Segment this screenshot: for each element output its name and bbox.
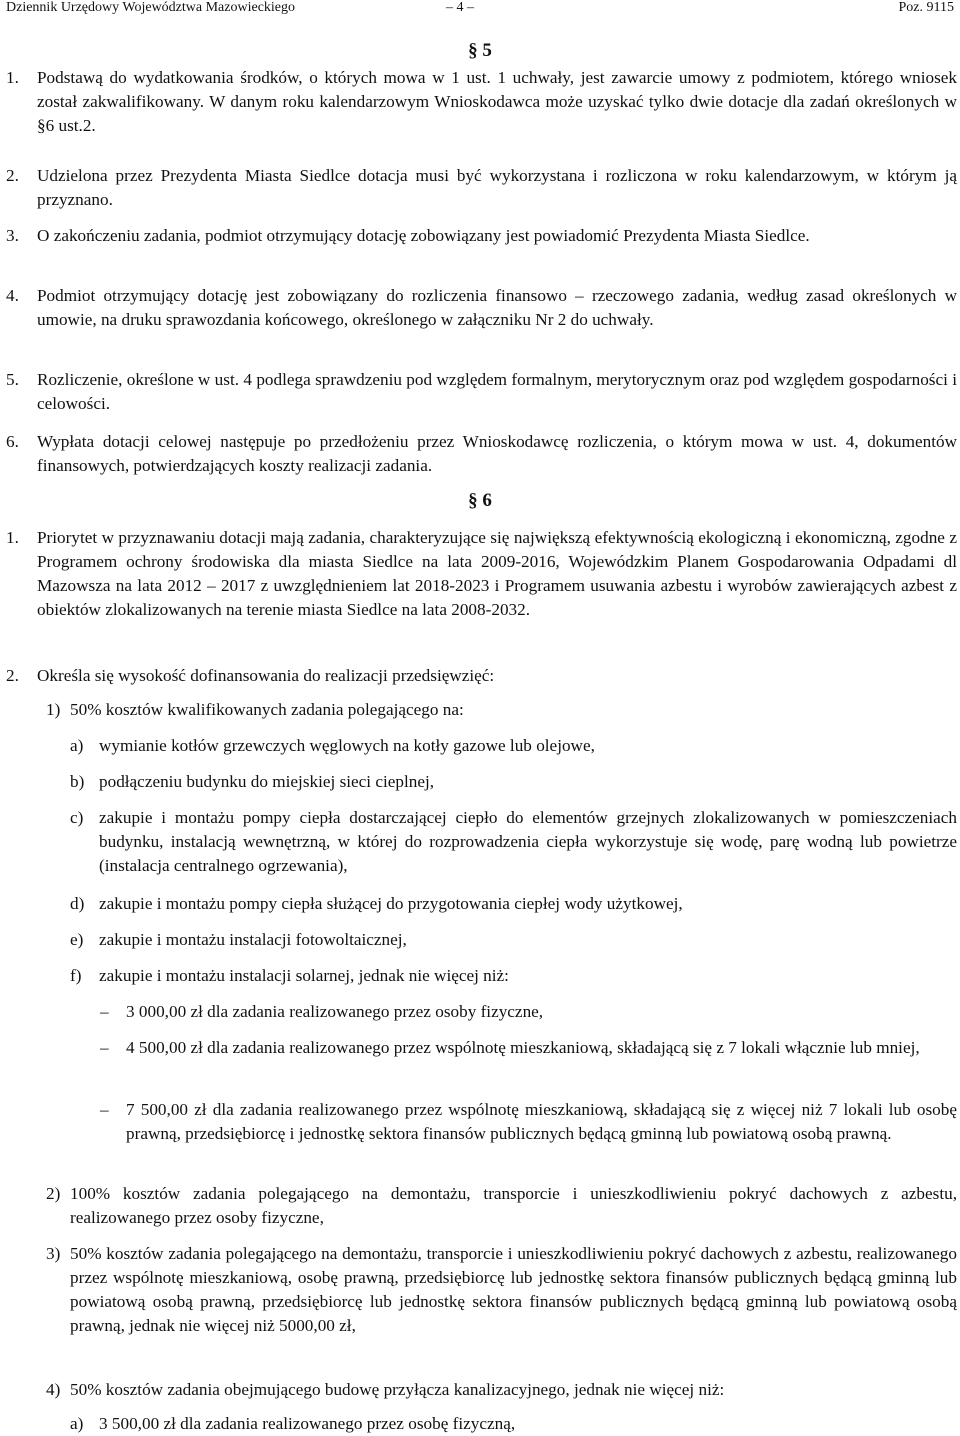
item-number: 2. <box>6 666 19 685</box>
dash-marker: – <box>100 1100 109 1119</box>
section-6-heading: § 6 <box>468 490 492 511</box>
item-letter: e) <box>70 930 84 949</box>
list-item: zakupie i montażu pompy ciepła służącej do przygotowania ciepłej wody użytkowej, <box>99 894 683 913</box>
dash-marker: – <box>100 1038 109 1057</box>
list-item: podłączeniu budynku do miejskiej sieci cieplnej, <box>99 772 435 791</box>
dash-marker: – <box>100 1002 109 1021</box>
item-number: 2. <box>6 166 19 185</box>
paragraph: O zakończeniu zadania, podmiot otrzymujący dotację zobowiązany jest powiadomić Prezydenta Miasta Siedlce. <box>37 226 810 245</box>
item-letter: d) <box>70 894 85 913</box>
list-item: zakupie i montażu instalacji fotowoltaicznej, <box>99 930 407 949</box>
position-number: Poz. 9115 <box>898 0 954 15</box>
journal-title: Dziennik Urzędowy Województwa Mazowieckiego <box>6 0 296 15</box>
item-number: 5. <box>6 370 19 389</box>
paragraph: 50% kosztów kwalifikowanych zadania polegającego na: <box>70 700 464 719</box>
item-number: 1. <box>6 528 19 547</box>
item-letter: a) <box>70 736 84 755</box>
item-letter: c) <box>70 808 84 827</box>
paragraph: 100% kosztów zadania polegającego na demontażu, transporcie i unieszkodliwieniu pokryć dachowych z azbestu, realizowanego przez osoby fizyczne, <box>70 1184 957 1227</box>
item-number: 1. <box>6 68 19 87</box>
paragraph: Udzielona przez Prezydenta Miasta Siedlce dotacja musi być wykorzystana i rozliczona w roku kalendarzowym, w którym ją przyznano. <box>37 166 957 209</box>
dash-item: 7 500,00 zł dla zadania realizowanego przez wspólnotę mieszkaniową, składającą się z więcej niż 7 lokali lub osobę prawną, przedsiębiorcę i jednostkę sektora finansów publicznych będącą gminną lub powiatową osobą prawną. <box>126 1100 957 1143</box>
item-number: 4. <box>6 286 19 305</box>
item-letter: a) <box>70 1414 84 1433</box>
page-header <box>6 0 954 18</box>
item-number: 6. <box>6 432 19 451</box>
section-5-heading: § 5 <box>468 40 492 61</box>
item-number: 1) <box>46 700 61 719</box>
page-number: – 4 – <box>446 0 474 15</box>
paragraph: Wypłata dotacji celowej następuje po przedłożeniu przez Wnioskodawcę rozliczenia, o którym mowa w ust. 4, dokumentów finansowych, potwierdzających koszty realizacji zadania. <box>37 432 957 475</box>
item-number: 3. <box>6 226 19 245</box>
list-item: wymianie kotłów grzewczych węglowych na kotły gazowe lub olejowe, <box>99 736 595 755</box>
item-letter: b) <box>70 772 85 791</box>
item-number: 4) <box>46 1380 61 1399</box>
paragraph: 50% kosztów zadania polegającego na demontażu, transporcie i unieszkodliwieniu pokryć dachowych z azbestu, realizowanego przez wspólnotę mieszkaniową, osobę prawną, przedsiębiorcę lub jednostkę sektora finansów publicznych będącą gminną lub powiatową osobą prawną, przedsiębiorcę lub jednostkę sektora finansów publicznych będącą gminną lub powiatową osobą prawną, jednak nie więcej niż 5000,00 zł, <box>70 1244 957 1335</box>
item-number: 2) <box>46 1184 61 1203</box>
paragraph: Podmiot otrzymujący dotację jest zobowiązany do rozliczenia finansowo – rzeczowego zadania, według zasad określonych w umowie, na druku sprawozdania końcowego, określonego w załączniku Nr 2 do uchwały. <box>37 286 957 329</box>
paragraph: Podstawą do wydatkowania środków, o których mowa w 1 ust. 1 uchwały, jest zawarcie umowy z podmiotem, którego wniosek został zakwalifikowany. W danym roku kalendarzowym Wnioskodawca może uzyskać tylko dwie dotacje dla zadań określonych w §6 ust.2. <box>37 68 957 135</box>
list-item: 3 500,00 zł dla zadania realizowanego przez osobę fizyczną, <box>99 1414 516 1433</box>
list-item: zakupie i montażu instalacji solarnej, jednak nie więcej niż: <box>99 966 509 985</box>
list-item: zakupie i montażu pompy ciepła dostarczającej ciepło do elementów grzejnych zlokalizowanych w pomieszczeniach budynku, instalacją wewnętrzną, w której do rozprowadzenia ciepła wykorzystuje się wodę, parę wodną lub powietrze (instalacja centralnego ogrzewania), <box>99 808 957 875</box>
item-number: 3) <box>46 1244 61 1263</box>
paragraph: Określa się wysokość dofinansowania do realizacji przedsięwzięć: <box>37 666 495 685</box>
paragraph: Rozliczenie, określone w ust. 4 podlega sprawdzeniu pod względem formalnym, merytorycznym oraz pod względem gospodarności i celowości. <box>37 370 957 413</box>
dash-item: 3 000,00 zł dla zadania realizowanego przez osoby fizyczne, <box>126 1002 544 1021</box>
item-letter: f) <box>70 966 82 985</box>
paragraph: 50% kosztów zadania obejmującego budowę przyłącza kanalizacyjnego, jednak nie więcej niż: <box>70 1380 725 1399</box>
dash-item: 4 500,00 zł dla zadania realizowanego przez wspólnotę mieszkaniową, składającą się z 7 lokali włącznie lub mniej, <box>126 1038 920 1057</box>
paragraph: Priorytet w przyznawaniu dotacji mają zadania, charakteryzujące się największą efektywnością ekologiczną i ekonomiczną, zgodne z Programem ochrony środowiska dla miasta Siedlce na lata 2009-2016, Wojewódzkim Planem Gospodarowania Odpadami dl Mazowsza na lata 2012 – 2017 z uwzględnieniem lat 2018-2023 i Programem usuwania azbestu i wyrobów zawierających azbest z obiektów zlokalizowanych na terenie miasta Siedlce na lata 2008-2032. <box>37 528 957 619</box>
